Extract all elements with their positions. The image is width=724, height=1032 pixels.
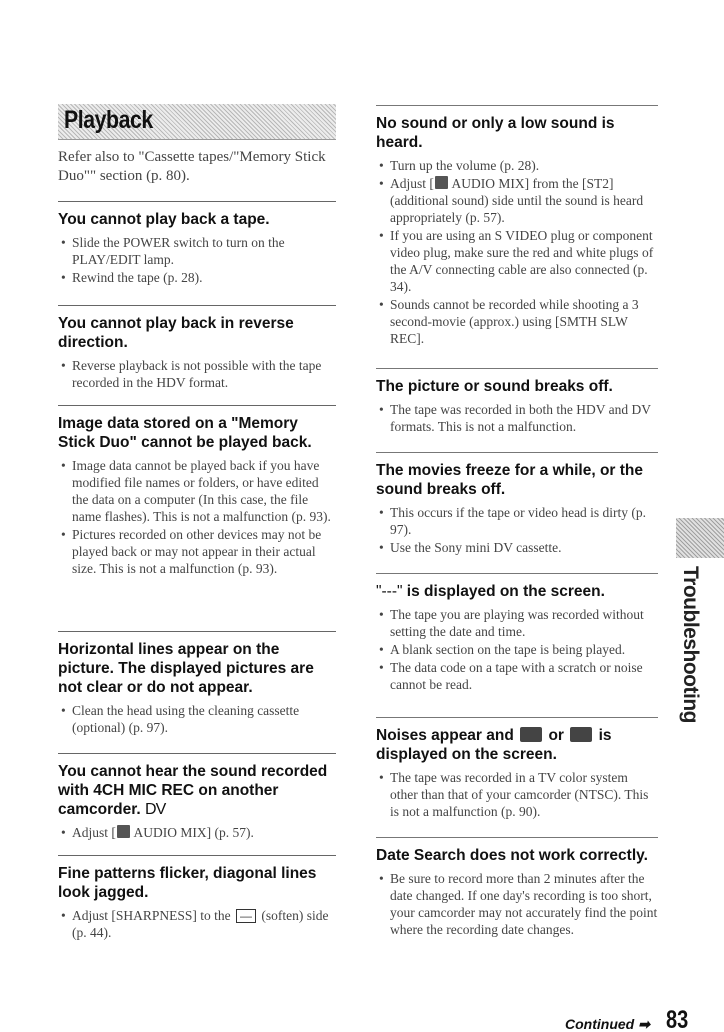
bullet-text: Adjust [SHARPNESS] to the [72, 908, 235, 923]
topic-cannot-play-tape [58, 201, 336, 287]
bullet: • Be sure to record more than 2 minutes after the date changed. If one day's recording is too short, your camcorder may not accurately find the point where the recording date changes. [376, 870, 658, 938]
topic-picture-breaks [376, 368, 658, 436]
minus-button-icon: — [236, 909, 256, 923]
dv-tag: DV [145, 801, 166, 818]
side-tab-marker [676, 518, 724, 558]
section-title: Playback [64, 106, 153, 134]
bullet [58, 824, 336, 841]
bullet: • Reverse playback is not possible with the tape recorded in the HDV format. [58, 357, 336, 391]
topic-heading [58, 754, 336, 819]
pal-lock-icon [570, 727, 592, 742]
bullet: • Turn up the volume (p. 28). [376, 157, 658, 174]
intro-text: Refer also to "Cassette tapes/"Memory Stick Duo"" section (p. 80). [58, 149, 326, 184]
bullet: • The data code on a tape with a scratch or noise cannot be read. [376, 659, 658, 693]
bullet: • Pictures recorded on other devices may not be played back or may not appear in their actual size. This is not a malfunction (p. 93). [58, 526, 336, 577]
topic-heading: The movies freeze for a while, or the sound breaks off. [376, 462, 644, 498]
bullet: • Rewind the tape (p. 28). [58, 269, 336, 286]
topic-date-search [376, 837, 658, 939]
topic-heading-text: is displayed on the screen. [376, 727, 612, 763]
bullet: • This occurs if the tape or video head is dirty (p. 97). [376, 504, 658, 538]
topic-heading-text: You cannot hear the sound recorded with 4CH MIC REC on another camcorder. [58, 763, 328, 818]
topic-heading [376, 574, 658, 601]
bullet: • Image data cannot be played back if you have modified file names or folders, or have edited the data on a computer (In this case, the file name flashes). This is not a malfunction (p. 93). [58, 457, 336, 525]
topic-image-data [58, 405, 336, 578]
continued-text: Continued [565, 1016, 635, 1032]
bullet [376, 175, 658, 226]
topic-heading: Fine patterns flicker, diagonal lines look jagged. [58, 865, 317, 901]
topic-heading-text: or [544, 727, 569, 744]
topic-heading: Horizontal lines appear on the picture. The displayed pictures are not clear or do not appear. [58, 641, 314, 696]
quote-mark: "---" [376, 583, 403, 600]
bullet-text: Adjust [ [72, 825, 116, 840]
bullet-text: (soften) side (p. 44). [72, 908, 329, 940]
topic-heading: Image data stored on a "Memory Stick Duo" cannot be played back. [58, 415, 312, 451]
topic-heading-text: Noises appear and [376, 727, 519, 744]
topic-heading: You cannot play back a tape. [58, 211, 270, 228]
topic-heading: The picture or sound breaks off. [376, 378, 613, 395]
topic-noises-pal [376, 717, 658, 821]
topic-4ch-mic [58, 753, 336, 842]
bullet: • The tape was recorded in both the HDV and DV formats. This is not a malfunction. [376, 401, 658, 435]
menu-icon [435, 176, 448, 189]
bullet: • Sounds cannot be recorded while shooting a 3 second-movie (approx.) using [SMTH SLW REC]. [376, 296, 658, 347]
topic-no-sound [376, 105, 658, 348]
bullet: • The tape you are playing was recorded without setting the date and time. [376, 606, 658, 640]
topic-heading: You cannot play back in reverse direction. [58, 315, 294, 351]
arrow-right-icon: ➡ [638, 1016, 650, 1032]
page-number: 83 [666, 1006, 689, 1032]
bullet: • If you are using an S VIDEO plug or component video plug, make sure the red and white plugs of the A/V connecting cable are also connected (p. 34). [376, 227, 658, 295]
bullet: • A blank section on the tape is being played. [376, 641, 658, 658]
topic-fine-patterns [58, 855, 336, 942]
menu-icon [117, 825, 130, 838]
section-header [58, 104, 336, 140]
topic-dashes-displayed [376, 573, 658, 694]
bullet-text: AUDIO MIX] (p. 57). [130, 825, 254, 840]
bullet: • Clean the head using the cleaning cassette (optional) (p. 97). [58, 702, 336, 736]
topic-heading: Date Search does not work correctly. [376, 847, 648, 864]
topic-reverse-playback [58, 305, 336, 392]
continued-label [565, 1016, 650, 1032]
bullet-text: AUDIO MIX] from the [ST2] (additional sound) side until the sound is heard appropriately (p. 57). [390, 176, 644, 225]
topic-horizontal-lines [58, 631, 336, 737]
topic-heading: No sound or only a low sound is heard. [376, 115, 615, 151]
bullet: • The tape was recorded in a TV color system other than that of your camcorder (NTSC). This is not a malfunction (p. 90). [376, 769, 658, 820]
pal-icon [520, 727, 542, 742]
bullet: • Slide the POWER switch to turn on the PLAY/EDIT lamp. [58, 234, 336, 268]
bullet-text: Adjust [ [390, 176, 434, 191]
topic-heading-text: is displayed on the screen. [402, 583, 605, 600]
topic-movies-freeze [376, 452, 658, 557]
topic-heading [376, 718, 658, 764]
bullet [58, 907, 336, 941]
side-tab-label: Troubleshooting [679, 566, 702, 723]
bullet: • Use the Sony mini DV cassette. [376, 539, 658, 556]
